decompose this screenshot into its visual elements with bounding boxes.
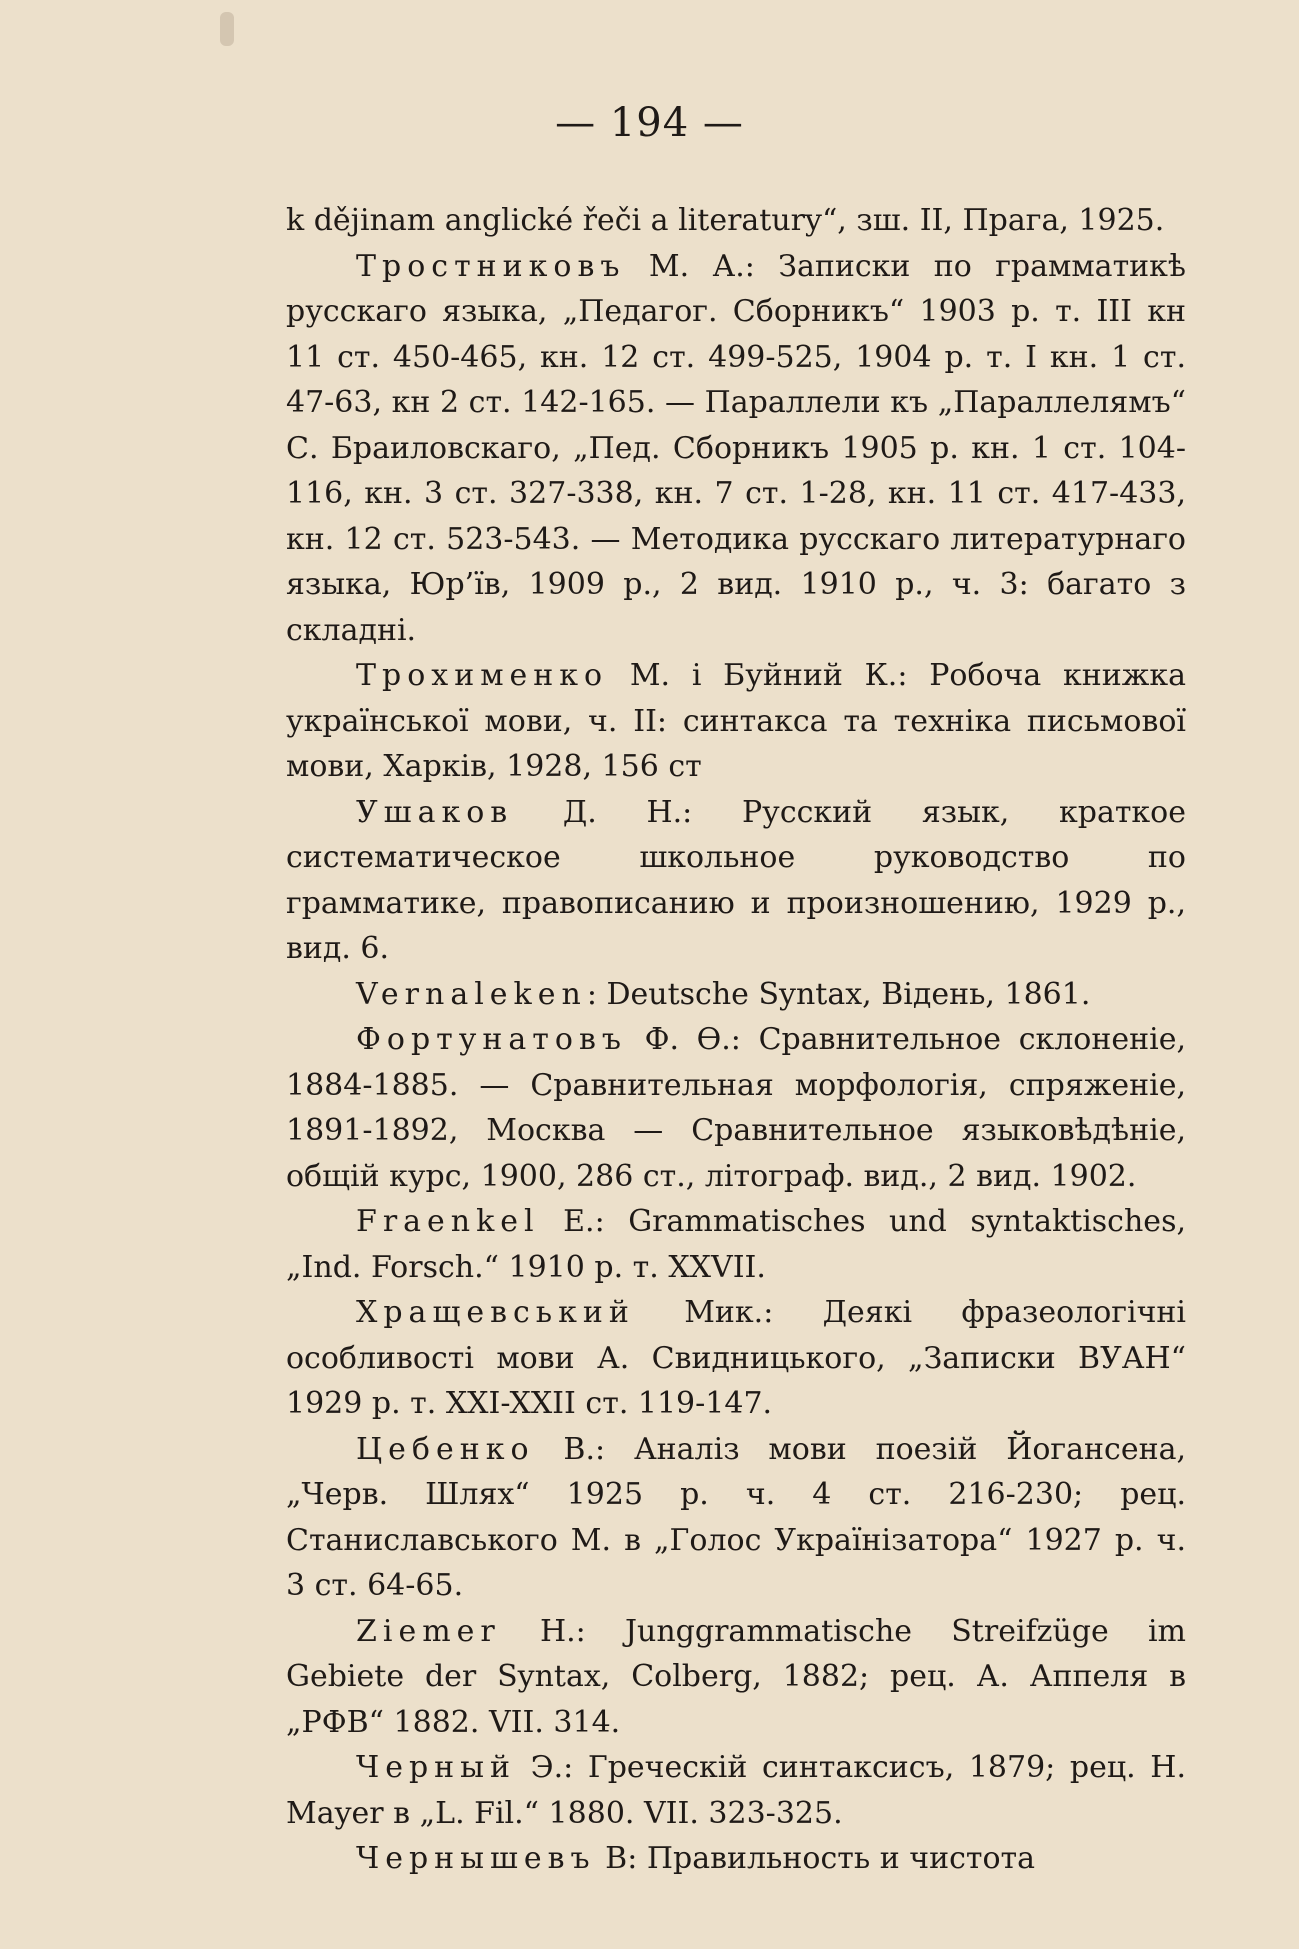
entry-text: В: Правильность и чистота: [595, 1841, 1036, 1876]
entry-text: М. і Буйний К.: Робоча книжка української мови, ч. II: синтакса та техніка письмової мови, Харків, 1928, 156 ст: [286, 658, 1186, 784]
entry-author: Черный: [356, 1750, 517, 1785]
entry-author: Фортунатовъ: [356, 1022, 627, 1057]
bibliography-entry: [286, 1745, 1186, 1836]
bibliography-entry: [286, 653, 1186, 790]
bibliography-entry: [286, 1199, 1186, 1290]
bibliography-entry: [286, 1017, 1186, 1199]
bibliography-entry: [286, 244, 1186, 654]
entry-author: Ушаков: [356, 794, 514, 830]
entry-author: Тростниковъ: [356, 248, 626, 284]
bibliography-entry: [286, 198, 1186, 244]
entry-author: Хращевський: [356, 1295, 635, 1330]
entry-text: М. А.: Записки по грамматикѣ русскаго языка, „Педагог. Сборникъ“ 1903 р. т. III кн 11 ст. 450-465, кн. 12 ст. 499-525, 1904 р. т. I кн. 1 ст. 47-63, кн 2 ст. 142-165. — Параллели къ „Параллелямъ“ С. Браиловскаго, „Пед. Сборникъ 1905 р. кн. 1 ст. 104-116, кн. 3 ст. 327-338, кн. 7 ст. 1-28, кн. 11 ст. 417-433, кн. 12 ст. 523-543. — Методика русскаго литературнаго языка, Юр’їв, 1909 р., 2 вид. 1910 р., ч. 3: багато з складні.: [286, 248, 1186, 648]
bibliography-entry: [286, 1836, 1186, 1882]
bibliography-entry: [286, 1427, 1186, 1609]
entry-text: : Deutsche Syntax, Відень, 1861.: [586, 976, 1091, 1012]
entry-author: Vernaleken: [356, 976, 587, 1012]
entry-text: k dějinam anglické řeči a literatury“, зш. II, Прага, 1925.: [286, 203, 1165, 238]
bibliography-entry: [286, 1290, 1186, 1427]
entry-text: Д. Н.: Русский язык, краткое систематическое школьное руководство по грамматике, правописанию и произношению, 1929 р., вид. 6.: [286, 794, 1186, 966]
page-number: — 194 —: [555, 100, 744, 146]
entry-author: Ziemer: [356, 1613, 501, 1649]
entry-text: Ф. Ѳ.: Сравнительное склоненіе, 1884-1885. — Сравнительная морфологія, спряженіе, 1891-1892, Москва — Сравнительное языковѣдѣніе, общій курс, 1900, 286 ст., літограф. вид., 2 вид. 1902.: [286, 1022, 1186, 1194]
entry-text: Мик.: Деякі фразеологічні особливості мови А. Свидницького, „Записки ВУАН“ 1929 р. т. XXI-XXII ст. 119-147.: [286, 1295, 1186, 1421]
entry-author: Fraenkel: [356, 1204, 540, 1239]
ink-blot: [220, 12, 234, 46]
entry-author: Трохименко: [356, 658, 609, 693]
entry-text: Э.: Греческій синтаксисъ, 1879; рец. H. Mayer в „L. Fil.“ 1880. VII. 323-325.: [286, 1750, 1186, 1831]
entry-author: Цебенко: [356, 1431, 535, 1467]
entry-text: E.: Grammatisches und syntaktisches, „Ind. Forsch.“ 1910 р. т. XXVII.: [286, 1204, 1186, 1285]
entry-text: В.: Аналіз мови поезій Йогансена, „Черв. Шлях“ 1925 р. ч. 4 ст. 216-230; рец. Станиславського М. в „Голос Українізатора“ 1927 р. ч. 3 ст. 64-65.: [286, 1431, 1186, 1603]
bibliography-text: [286, 198, 1186, 1882]
bibliography-entry: [286, 790, 1186, 972]
entry-text: H.: Junggrammatische Streifzüge im Gebiete der Syntax, Colberg, 1882; рец. А. Аппеля в „РФВ“ 1882. VII. 314.: [286, 1613, 1186, 1740]
entry-author: Чернышевъ: [356, 1841, 596, 1876]
bibliography-entry: [286, 1609, 1186, 1746]
bibliography-entry: [286, 972, 1186, 1018]
